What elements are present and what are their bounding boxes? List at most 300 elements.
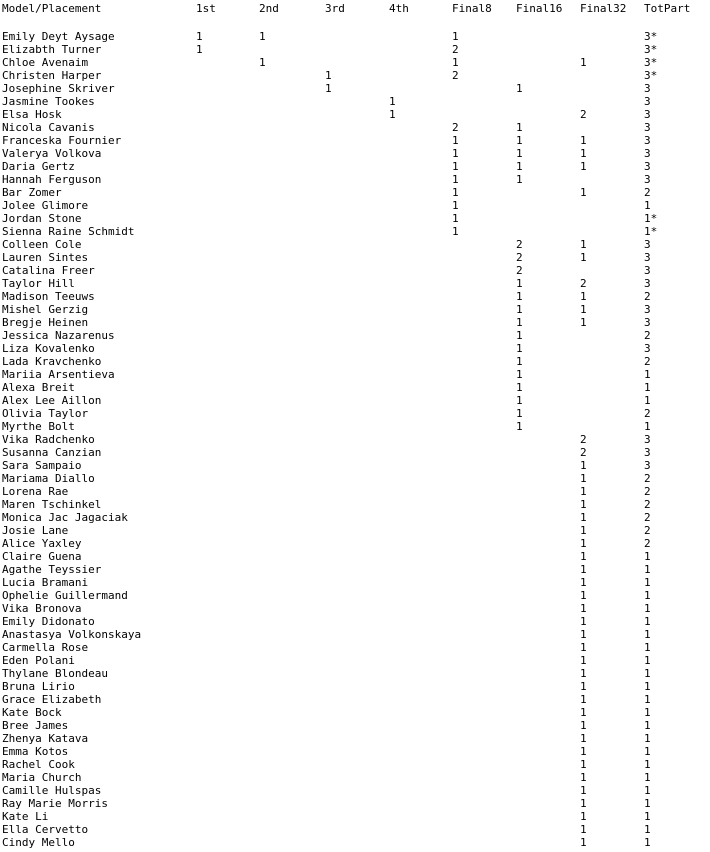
fourth-count	[389, 745, 452, 758]
table-row	[2, 654, 710, 667]
third-count	[325, 381, 389, 394]
first-count	[196, 693, 259, 706]
second-count	[259, 810, 325, 823]
final8-count	[452, 784, 516, 797]
fourth-count	[389, 186, 452, 199]
model-name: Alexa Breit	[2, 381, 75, 394]
final8-count	[452, 238, 516, 251]
second-count	[259, 732, 325, 745]
model-name: Bregje Heinen	[2, 316, 89, 329]
model-name: Eden Polani	[2, 654, 75, 667]
totpart-count: 1	[644, 693, 651, 706]
third-count	[325, 667, 389, 680]
first-count	[196, 69, 259, 82]
model-name: Ella Cervetto	[2, 823, 89, 836]
table-row	[2, 381, 710, 394]
second-count	[259, 654, 325, 667]
second-count	[259, 459, 325, 472]
third-count	[325, 602, 389, 615]
second-count	[259, 134, 325, 147]
totpart-count: 3	[644, 264, 651, 277]
totpart-count: 1	[644, 628, 651, 641]
final16-count	[516, 693, 580, 706]
totpart-count: 1	[644, 719, 651, 732]
third-count	[325, 173, 389, 186]
final32-header: Final32	[580, 2, 627, 15]
fourth-count	[389, 316, 452, 329]
third-count	[325, 537, 389, 550]
final8-count	[452, 95, 516, 108]
table-row	[2, 446, 710, 459]
table-row	[2, 173, 710, 186]
final32-count: 1	[580, 160, 587, 173]
second-count	[259, 706, 325, 719]
totpart-count: 1	[644, 394, 651, 407]
final8-count: 1	[452, 30, 459, 43]
second-count: 1	[259, 30, 266, 43]
third-count	[325, 745, 389, 758]
final16-count	[516, 563, 580, 576]
totpart-header: TotPart	[644, 2, 691, 15]
third-count	[325, 836, 389, 849]
fourth-count	[389, 264, 452, 277]
final32-count: 1	[580, 771, 587, 784]
third-count	[325, 706, 389, 719]
final16-count: 1	[516, 368, 523, 381]
final32-count: 1	[580, 797, 587, 810]
fourth-count	[389, 82, 452, 95]
table-header	[2, 2, 710, 15]
fourth-count	[389, 368, 452, 381]
table-row	[2, 368, 710, 381]
first-count	[196, 615, 259, 628]
third-count	[325, 693, 389, 706]
fourth-count	[389, 654, 452, 667]
fourth-count	[389, 407, 452, 420]
table-row	[2, 472, 710, 485]
final8-count	[452, 537, 516, 550]
model-name: Thylane Blondeau	[2, 667, 108, 680]
final16-count	[516, 758, 580, 771]
final8-count: 1	[452, 56, 459, 69]
second-count	[259, 277, 325, 290]
final16-count	[516, 810, 580, 823]
table-row	[2, 537, 710, 550]
model-name: Grace Elizabeth	[2, 693, 102, 706]
final8-count	[452, 420, 516, 433]
totpart-count: 2	[644, 485, 651, 498]
fourth-count	[389, 433, 452, 446]
first-count	[196, 264, 259, 277]
final32-count: 1	[580, 602, 587, 615]
final32-count: 1	[580, 186, 587, 199]
first-count	[196, 654, 259, 667]
final16-count: 2	[516, 238, 523, 251]
final32-count: 1	[580, 823, 587, 836]
fourth-count	[389, 667, 452, 680]
final32-count: 1	[580, 238, 587, 251]
fourth-count	[389, 160, 452, 173]
fourth-count	[389, 381, 452, 394]
model-name: Daria Gertz	[2, 160, 75, 173]
first-count	[196, 537, 259, 550]
fourth-count	[389, 784, 452, 797]
table-row	[2, 186, 710, 199]
final16-count: 1	[516, 147, 523, 160]
final8-count	[452, 303, 516, 316]
table-row	[2, 602, 710, 615]
totpart-count: 1	[644, 550, 651, 563]
final16-count	[516, 589, 580, 602]
final8-count	[452, 745, 516, 758]
first-count	[196, 745, 259, 758]
first-count	[196, 446, 259, 459]
table-row	[2, 160, 710, 173]
final32-count: 1	[580, 290, 587, 303]
final32-count: 1	[580, 303, 587, 316]
table-row	[2, 264, 710, 277]
fourth-count	[389, 706, 452, 719]
final16-count	[516, 212, 580, 225]
second-count	[259, 394, 325, 407]
final16-count	[516, 537, 580, 550]
final16-count	[516, 95, 580, 108]
final16-count	[516, 797, 580, 810]
first-count	[196, 95, 259, 108]
table-row	[2, 485, 710, 498]
model-name: Jessica Nazarenus	[2, 329, 115, 342]
table-row	[2, 511, 710, 524]
fourth-count	[389, 524, 452, 537]
fourth-count	[389, 277, 452, 290]
model-name: Sienna Raine Schmidt	[2, 225, 135, 238]
final32-count: 1	[580, 680, 587, 693]
second-count	[259, 472, 325, 485]
third-count	[325, 251, 389, 264]
third-count	[325, 95, 389, 108]
first-count	[196, 238, 259, 251]
fourth-count	[389, 394, 452, 407]
table-row	[2, 407, 710, 420]
final32-count	[580, 173, 644, 186]
fourth-count	[389, 134, 452, 147]
final8-count: 2	[452, 43, 459, 56]
final16-count: 1	[516, 290, 523, 303]
second-count	[259, 537, 325, 550]
totpart-count: 2	[644, 524, 651, 537]
fourth-count	[389, 472, 452, 485]
final16-count	[516, 472, 580, 485]
first-count	[196, 355, 259, 368]
final8-count	[452, 329, 516, 342]
totpart-count: 3	[644, 251, 651, 264]
totpart-count: 2	[644, 329, 651, 342]
final16-count	[516, 225, 580, 238]
fourth-header: 4th	[389, 2, 409, 15]
table-row	[2, 823, 710, 836]
third-count	[325, 433, 389, 446]
totpart-count: 3	[644, 160, 651, 173]
model-name: Bree James	[2, 719, 69, 732]
second-count	[259, 212, 325, 225]
fourth-count	[389, 563, 452, 576]
final32-count: 1	[580, 459, 587, 472]
model-name: Jordan Stone	[2, 212, 82, 225]
totpart-count: 1	[644, 615, 651, 628]
fourth-count	[389, 628, 452, 641]
final8-count	[452, 810, 516, 823]
fourth-count	[389, 550, 452, 563]
totpart-count: 3	[644, 342, 651, 355]
totpart-count: 3	[644, 303, 651, 316]
first-count	[196, 511, 259, 524]
final32-count: 2	[580, 446, 587, 459]
fourth-count	[389, 498, 452, 511]
model-name: Mariama Diallo	[2, 472, 95, 485]
third-count	[325, 628, 389, 641]
table-row	[2, 498, 710, 511]
final8-count	[452, 576, 516, 589]
fourth-count	[389, 719, 452, 732]
totpart-count: 3	[644, 277, 651, 290]
first-count	[196, 329, 259, 342]
totpart-count: 1	[644, 680, 651, 693]
second-count	[259, 784, 325, 797]
final8-count: 1	[452, 225, 459, 238]
final32-count	[580, 368, 644, 381]
final16-count	[516, 186, 580, 199]
second-count	[259, 719, 325, 732]
first-count	[196, 225, 259, 238]
final32-count: 1	[580, 719, 587, 732]
first-count	[196, 82, 259, 95]
final8-count: 1	[452, 186, 459, 199]
third-header: 3rd	[325, 2, 345, 15]
third-count	[325, 121, 389, 134]
final16-count: 1	[516, 303, 523, 316]
second-count	[259, 225, 325, 238]
first-count	[196, 342, 259, 355]
table-row	[2, 459, 710, 472]
final16-count: 1	[516, 82, 523, 95]
third-count	[325, 225, 389, 238]
final8-count	[452, 836, 516, 849]
final16-count	[516, 615, 580, 628]
model-name: Claire Guena	[2, 550, 82, 563]
model-placement-header: Model/Placement	[2, 2, 102, 15]
fourth-count	[389, 810, 452, 823]
second-count	[259, 95, 325, 108]
table-row	[2, 576, 710, 589]
second-count	[259, 329, 325, 342]
first-count: 1	[196, 30, 203, 43]
first-count	[196, 173, 259, 186]
final32-count	[580, 355, 644, 368]
final16-count: 1	[516, 277, 523, 290]
final16-count: 1	[516, 121, 523, 134]
first-count	[196, 589, 259, 602]
model-name: Cindy Mello	[2, 836, 75, 849]
totpart-count: 2	[644, 511, 651, 524]
final16-count: 1	[516, 134, 523, 147]
table-row	[2, 303, 710, 316]
model-name: Vika Radchenko	[2, 433, 95, 446]
second-count	[259, 628, 325, 641]
second-count	[259, 186, 325, 199]
third-count	[325, 563, 389, 576]
final16-count	[516, 602, 580, 615]
third-count	[325, 329, 389, 342]
third-count	[325, 303, 389, 316]
second-count	[259, 446, 325, 459]
first-count	[196, 290, 259, 303]
totpart-count: 1	[644, 836, 651, 849]
final32-count: 1	[580, 615, 587, 628]
first-count	[196, 823, 259, 836]
second-count	[259, 797, 325, 810]
final32-count: 2	[580, 277, 587, 290]
model-name: Elsa Hosk	[2, 108, 62, 121]
final32-count: 1	[580, 147, 587, 160]
totpart-count: 3	[644, 147, 651, 160]
model-name: Myrthe Bolt	[2, 420, 75, 433]
table-row	[2, 732, 710, 745]
model-name: Emily Didonato	[2, 615, 95, 628]
third-count	[325, 654, 389, 667]
second-count	[259, 368, 325, 381]
final8-count	[452, 771, 516, 784]
final8-count	[452, 290, 516, 303]
final16-count	[516, 498, 580, 511]
model-name: Elizabth Turner	[2, 43, 102, 56]
second-count	[259, 758, 325, 771]
final16-count	[516, 30, 580, 43]
first-count	[196, 368, 259, 381]
final8-count	[452, 108, 516, 121]
final32-count: 1	[580, 537, 587, 550]
final16-count	[516, 823, 580, 836]
model-name: Kate Bock	[2, 706, 62, 719]
fourth-count	[389, 836, 452, 849]
final32-count: 1	[580, 758, 587, 771]
first-count	[196, 576, 259, 589]
model-name: Christen Harper	[2, 69, 102, 82]
final32-count: 1	[580, 576, 587, 589]
final8-count	[452, 602, 516, 615]
final8-count	[452, 732, 516, 745]
final16-count: 2	[516, 264, 523, 277]
third-count	[325, 498, 389, 511]
model-name: Madison Teeuws	[2, 290, 95, 303]
table-row	[2, 30, 710, 43]
totpart-count: 1	[644, 784, 651, 797]
final8-count	[452, 498, 516, 511]
final8-count	[452, 667, 516, 680]
first-header: 1st	[196, 2, 216, 15]
final8-count: 2	[452, 121, 459, 134]
final8-count	[452, 706, 516, 719]
final32-count: 2	[580, 108, 587, 121]
table-row	[2, 121, 710, 134]
fourth-count	[389, 758, 452, 771]
third-count	[325, 30, 389, 43]
final8-count: 1	[452, 160, 459, 173]
totpart-count: 1	[644, 758, 651, 771]
first-count	[196, 56, 259, 69]
table-row	[2, 147, 710, 160]
table-row	[2, 394, 710, 407]
first-count	[196, 199, 259, 212]
totpart-count: 3*	[644, 69, 658, 82]
totpart-count: 1	[644, 602, 651, 615]
second-count	[259, 693, 325, 706]
model-name: Jolee Glimore	[2, 199, 89, 212]
table-row	[2, 238, 710, 251]
second-count	[259, 433, 325, 446]
table-row	[2, 134, 710, 147]
final8-count	[452, 615, 516, 628]
table-row	[2, 641, 710, 654]
fourth-count	[389, 589, 452, 602]
first-count	[196, 420, 259, 433]
final32-count: 1	[580, 732, 587, 745]
second-count	[259, 342, 325, 355]
fourth-count	[389, 225, 452, 238]
third-count	[325, 641, 389, 654]
first-count	[196, 810, 259, 823]
model-name: Hannah Ferguson	[2, 173, 102, 186]
first-count	[196, 108, 259, 121]
totpart-count: 1	[644, 589, 651, 602]
third-count	[325, 290, 389, 303]
model-name: Monica Jac Jagaciak	[2, 511, 128, 524]
model-name: Jasmine Tookes	[2, 95, 95, 108]
second-count	[259, 251, 325, 264]
first-count	[196, 771, 259, 784]
final32-count	[580, 43, 644, 56]
third-count	[325, 511, 389, 524]
totpart-count: 2	[644, 472, 651, 485]
table-row	[2, 316, 710, 329]
second-count	[259, 121, 325, 134]
table-row	[2, 43, 710, 56]
third-count	[325, 56, 389, 69]
second-count	[259, 303, 325, 316]
table-row	[2, 108, 710, 121]
second-count	[259, 524, 325, 537]
final16-count	[516, 108, 580, 121]
final32-count	[580, 381, 644, 394]
third-count	[325, 758, 389, 771]
first-count	[196, 602, 259, 615]
final16-count: 1	[516, 329, 523, 342]
final32-count: 1	[580, 251, 587, 264]
totpart-count: 1	[644, 706, 651, 719]
first-count	[196, 797, 259, 810]
first-count	[196, 498, 259, 511]
second-count: 1	[259, 56, 266, 69]
final8-count	[452, 485, 516, 498]
model-name: Alex Lee Aillon	[2, 394, 102, 407]
model-name: Taylor Hill	[2, 277, 75, 290]
model-name: Maren Tschinkel	[2, 498, 102, 511]
third-count	[325, 719, 389, 732]
final32-count: 1	[580, 628, 587, 641]
third-count	[325, 823, 389, 836]
totpart-count: 3	[644, 134, 651, 147]
fourth-count	[389, 56, 452, 69]
totpart-count: 1	[644, 771, 651, 784]
